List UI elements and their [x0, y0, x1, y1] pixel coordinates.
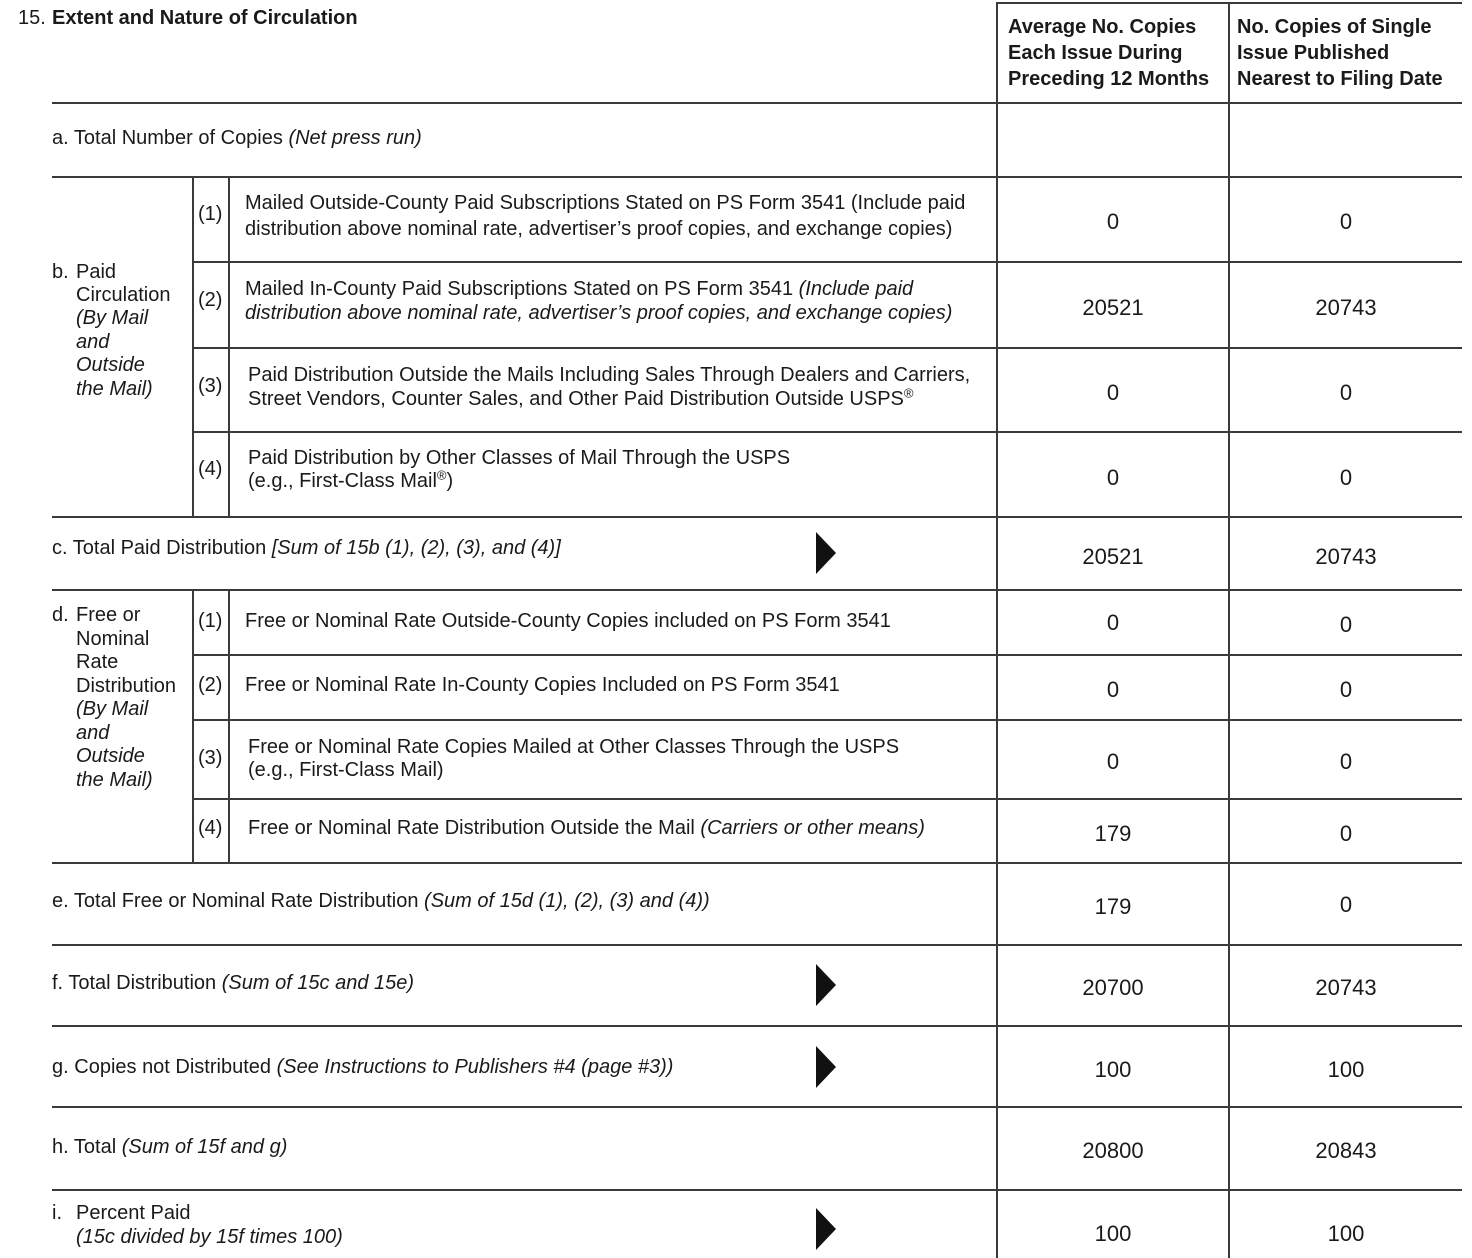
- rule-d-num-right: [228, 589, 230, 863]
- row-d2-num: (2): [198, 674, 223, 696]
- row-e-letter: e.: [52, 890, 69, 912]
- rule-h-bottom: [52, 1189, 1462, 1191]
- row-e-text: Total Free or Nominal Rate Distribution: [73, 890, 425, 912]
- rule-b2-bottom: [193, 347, 1462, 349]
- row-g-arrow-icon: [816, 1046, 836, 1088]
- row-b-note-2: and: [76, 331, 110, 353]
- row-e-avg: 179: [1094, 894, 1132, 919]
- row-d-note-2: and: [76, 722, 110, 744]
- row-a-label: [52, 126, 422, 150]
- row-f-arrow-icon: [816, 964, 836, 1006]
- row-d1-num: (1): [198, 610, 223, 632]
- row-d-label-3: Rate: [76, 651, 119, 673]
- row-d1-single: 0: [1339, 612, 1353, 637]
- row-b3-registered-mark: ®: [903, 385, 914, 401]
- row-b2-text-italic: (Include paid: [798, 278, 914, 300]
- rule-header-bottom: [52, 102, 1462, 104]
- section-title: Extent and Nature of Circulation: [52, 7, 358, 29]
- col2-header-line2: Issue Published: [1237, 42, 1390, 64]
- row-i-arrow-icon: [816, 1208, 836, 1250]
- row-c-letter: c.: [52, 537, 68, 559]
- row-b4-avg: 0: [1106, 465, 1120, 490]
- row-d1-avg: 0: [1106, 610, 1120, 635]
- row-c-note: [Sum of 15b (1), (2), (3), and (4)]: [271, 537, 561, 559]
- row-d3-text-2: (e.g., First-Class Mail): [248, 759, 444, 781]
- col2-header-line1: No. Copies of Single: [1237, 16, 1432, 38]
- row-d2-text: Free or Nominal Rate In-County Copies Included on PS Form 3541: [245, 674, 840, 696]
- row-g-label: [52, 1055, 673, 1079]
- rule-b1-bottom: [193, 261, 1462, 263]
- row-i-text: Percent Paid: [76, 1202, 191, 1224]
- row-d-label-2: Nominal: [76, 628, 150, 650]
- row-d4-text: [248, 816, 925, 840]
- row-f-avg: 20700: [1082, 975, 1144, 1000]
- row-g-note: (See Instructions to Publishers #4 (page #3)): [276, 1056, 674, 1078]
- rule-b-bottom: [52, 516, 1462, 518]
- row-d4-single: 0: [1339, 821, 1353, 846]
- row-g-single: 100: [1327, 1057, 1365, 1082]
- row-i-single: 100: [1327, 1221, 1365, 1246]
- row-c-label: [52, 536, 561, 560]
- row-e-label: [52, 889, 710, 913]
- row-b4-num: (4): [198, 458, 223, 480]
- row-f-single: 20743: [1315, 975, 1377, 1000]
- row-f-note: (Sum of 15c and 15e): [221, 972, 415, 994]
- row-d-label-4: Distribution: [76, 675, 177, 697]
- row-g-avg: 100: [1094, 1057, 1132, 1082]
- row-b4-text-2-main: (e.g., First-Class Mail: [248, 470, 437, 492]
- row-c-arrow-icon: [816, 532, 836, 574]
- row-e-note: (Sum of 15d (1), (2), (3) and (4)): [424, 890, 710, 912]
- row-d3-text-1: Free or Nominal Rate Copies Mailed at Other Classes Through the USPS: [248, 736, 900, 758]
- row-d-letter: d.: [52, 604, 69, 626]
- row-a-text: Total Number of Copies: [73, 127, 283, 149]
- rule-a-bottom: [52, 176, 1462, 178]
- rule-d3-bottom: [193, 798, 1462, 800]
- row-b-note-1: (By Mail: [76, 307, 149, 329]
- row-d3-avg: 0: [1106, 749, 1120, 774]
- row-b2-text-2: distribution above nominal rate, advertiser’s proof copies, and exchange copies): [245, 302, 953, 324]
- row-f-letter: f.: [52, 972, 64, 994]
- row-g-letter: g.: [52, 1056, 69, 1078]
- row-b1-avg: 0: [1106, 209, 1120, 234]
- row-b1-text-1: Mailed Outside-County Paid Subscriptions Stated on PS Form 3541 (Include paid: [245, 192, 966, 214]
- row-b3-text-2: [248, 387, 914, 411]
- row-d-note-3: Outside: [76, 745, 145, 767]
- row-b2-text-1: [245, 277, 913, 301]
- row-d4-text-italic: (Carriers or other means): [700, 817, 925, 839]
- row-b-label-2: Circulation: [76, 284, 171, 306]
- row-a-letter: a.: [52, 127, 69, 149]
- section-number: 15.: [18, 7, 46, 29]
- row-b4-registered-mark: ®: [436, 467, 447, 483]
- row-i-note: (15c divided by 15f times 100): [76, 1226, 343, 1248]
- row-b4-text-1: Paid Distribution by Other Classes of Mail Through the USPS: [248, 447, 791, 469]
- col1-header-line3: Preceding 12 Months: [1008, 68, 1210, 90]
- rule-d1-bottom: [193, 654, 1462, 656]
- row-b1-num: (1): [198, 203, 223, 225]
- row-i-avg: 100: [1094, 1221, 1132, 1246]
- row-d-note-1: (By Mail: [76, 698, 149, 720]
- row-b4-text-2: [248, 469, 453, 493]
- row-h-avg: 20800: [1082, 1138, 1144, 1163]
- row-b-note-4: the Mail): [76, 378, 153, 400]
- row-b2-text-plain: Mailed In-County Paid Subscriptions Stated on PS Form 3541: [245, 278, 799, 300]
- row-d3-single: 0: [1339, 749, 1353, 774]
- rule-e-bottom: [52, 944, 1462, 946]
- rule-d2-bottom: [193, 719, 1462, 721]
- row-c-text: Total Paid Distribution: [72, 537, 272, 559]
- row-d1-text: Free or Nominal Rate Outside-County Copies included on PS Form 3541: [245, 610, 891, 632]
- row-b-note-3: Outside: [76, 354, 145, 376]
- row-d-label-1: Free or: [76, 604, 141, 626]
- row-b4-text-2-close: ): [446, 470, 454, 492]
- row-b3-text-2-main: Street Vendors, Counter Sales, and Other Paid Distribution Outside USPS: [248, 388, 904, 410]
- rule-b-num-right: [228, 176, 230, 517]
- row-g-text: Copies not Distributed: [74, 1056, 277, 1078]
- row-h-label: [52, 1135, 287, 1159]
- row-f-text: Total Distribution: [68, 972, 222, 994]
- row-d4-text-plain: Free or Nominal Rate Distribution Outside the Mail: [248, 817, 701, 839]
- row-a-note: (Net press run): [288, 127, 422, 149]
- row-d2-avg: 0: [1106, 677, 1120, 702]
- row-c-avg: 20521: [1082, 544, 1144, 569]
- rule-f-bottom: [52, 1025, 1462, 1027]
- row-e-single: 0: [1339, 892, 1353, 917]
- row-b4-single: 0: [1339, 465, 1353, 490]
- row-h-note: (Sum of 15f and g): [121, 1136, 288, 1158]
- row-b3-avg: 0: [1106, 380, 1120, 405]
- col1-header-line1: Average No. Copies: [1008, 16, 1197, 38]
- col2-header-line3: Nearest to Filing Date: [1237, 68, 1443, 90]
- row-b3-text-1: Paid Distribution Outside the Mails Including Sales Through Dealers and Carriers,: [248, 364, 971, 386]
- row-f-label: [52, 971, 414, 995]
- row-d4-avg: 179: [1094, 821, 1132, 846]
- row-h-letter: h.: [52, 1136, 69, 1158]
- row-b3-num: (3): [198, 375, 223, 397]
- row-c-single: 20743: [1315, 544, 1377, 569]
- row-h-single: 20843: [1315, 1138, 1377, 1163]
- col1-header-line2: Each Issue During: [1008, 42, 1183, 64]
- rule-d-bottom: [52, 862, 1462, 864]
- rule-c-bottom: [52, 589, 1462, 591]
- row-d4-num: (4): [198, 817, 223, 839]
- row-b-label-1: Paid: [76, 261, 117, 283]
- row-h-text: Total: [73, 1136, 122, 1158]
- row-d-note-4: the Mail): [76, 769, 153, 791]
- row-b3-single: 0: [1339, 380, 1353, 405]
- row-d2-single: 0: [1339, 677, 1353, 702]
- row-i-letter: i.: [52, 1202, 62, 1224]
- rule-d-sub-left: [192, 589, 194, 863]
- row-d3-num: (3): [198, 747, 223, 769]
- row-b2-avg: 20521: [1082, 295, 1144, 320]
- row-b-letter: b.: [52, 261, 69, 283]
- rule-b-sub-left: [192, 176, 194, 517]
- row-b2-single: 20743: [1315, 295, 1377, 320]
- rule-b3-bottom: [193, 431, 1462, 433]
- row-b1-single: 0: [1339, 209, 1353, 234]
- row-b2-num: (2): [198, 289, 223, 311]
- rule-g-bottom: [52, 1106, 1462, 1108]
- row-b1-text-2: distribution above nominal rate, advertiser’s proof copies, and exchange copies): [245, 218, 953, 240]
